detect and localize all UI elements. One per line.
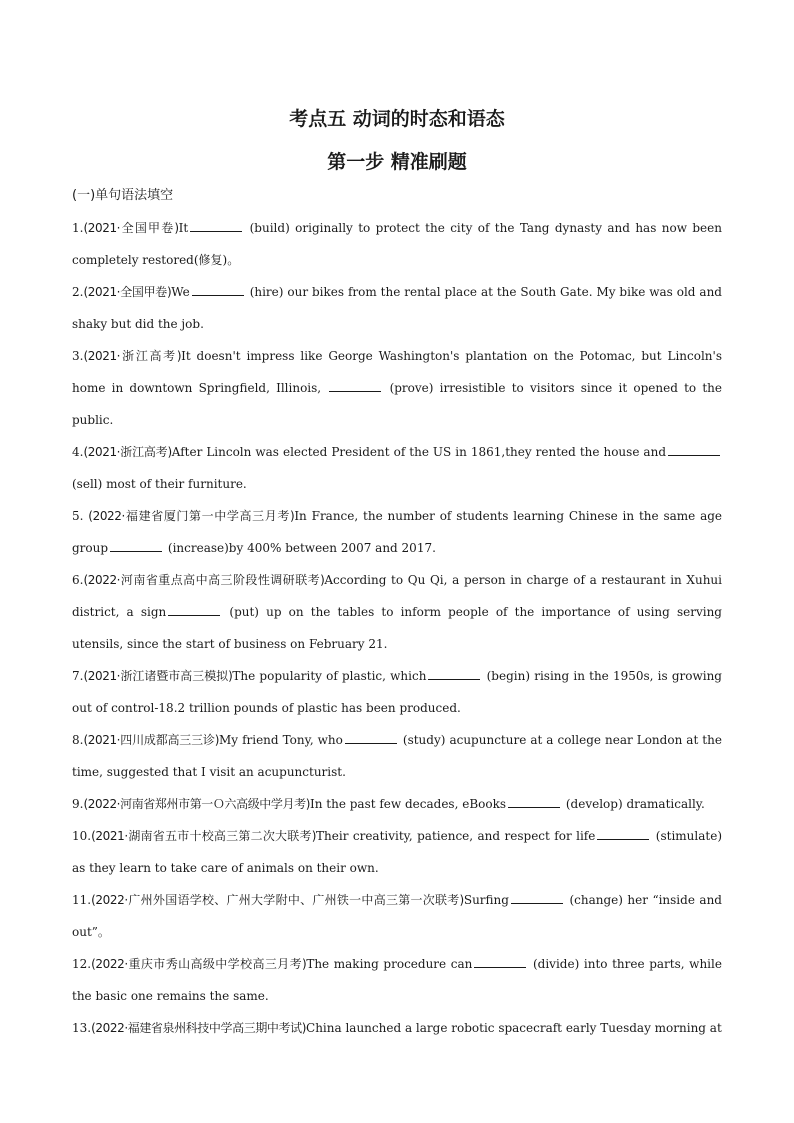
question-number: 10. — [72, 829, 92, 843]
question-source: (2021·四川成都高三三诊) — [83, 733, 219, 747]
question-text-after: most of their furniture. — [106, 477, 247, 491]
question-item-6 — [72, 564, 722, 660]
question-text-after: her “inside and out”。 — [72, 893, 722, 939]
question-hint: (hire) — [249, 285, 284, 299]
question-hint: (change) — [569, 893, 623, 907]
question-source: (2022·福建省泉州科技中学高三期中考试) — [91, 1021, 307, 1035]
question-item-12 — [72, 948, 722, 1012]
question-source: (2021·浙江诸暨市高三模拟) — [83, 669, 233, 683]
question-number: 9. — [72, 797, 84, 811]
question-number: 3. — [72, 349, 84, 363]
question-text-before: In the past few decades, eBooks — [309, 797, 507, 811]
question-source: (2022·广州外国语学校、广州大学附中、广州铁一中高三第一次联考) — [91, 893, 464, 907]
question-text-before: The making procedure can — [306, 957, 473, 971]
question-text-before: In France, the number of students learning Chinese in the same age group — [72, 509, 723, 555]
answer-blank[interactable] — [329, 379, 381, 392]
question-text-after: irresistible to visitors since it opened to the public. — [72, 381, 722, 427]
question-text-after: as they learn to take care of animals on their own. — [72, 861, 379, 875]
question-number: 11. — [72, 893, 92, 907]
question-source: (2021·浙江高考) — [83, 349, 182, 363]
question-text-after: by 400% between 2007 and 2017. — [228, 541, 436, 555]
question-number: 6. — [72, 573, 84, 587]
question-text-before: Their creativity, patience, and respect for life — [316, 829, 596, 843]
question-hint: (stimulate) — [655, 829, 723, 843]
question-number: 5. — [72, 509, 89, 523]
question-source: (2021·全国甲卷) — [83, 285, 172, 299]
question-hint: (prove) — [389, 381, 434, 395]
question-hint: (sell) — [72, 477, 103, 491]
question-hint: (increase) — [167, 541, 229, 555]
question-text-before: It doesn't impress like George Washington's plantation on the Potomac, but Lincoln's home in downtown Springfield, Illinois, — [72, 349, 722, 395]
question-number: 7. — [72, 669, 84, 683]
question-item-3 — [72, 340, 722, 436]
question-number: 13. — [72, 1021, 92, 1035]
question-text-after: acupuncture at a college near London at the time, suggested that I visit an acupuncturist. — [72, 733, 722, 779]
question-item-9 — [72, 788, 722, 820]
question-text-after: dramatically. — [626, 797, 705, 811]
answer-blank[interactable] — [474, 955, 526, 968]
question-hint: (put) — [229, 605, 259, 619]
question-text-before: Surfing — [463, 893, 509, 907]
question-item-4 — [72, 436, 722, 500]
question-number: 8. — [72, 733, 84, 747]
answer-blank[interactable] — [192, 283, 244, 296]
question-item-11 — [72, 884, 722, 948]
question-text-after: our bikes from the rental place at the South Gate. My bike was old and shaky but did the job. — [72, 285, 722, 331]
answer-blank[interactable] — [511, 891, 563, 904]
question-text-before: After Lincoln was elected President of the US in 1861,they rented the house and — [171, 445, 666, 459]
question-item-8 — [72, 724, 722, 788]
question-item-10 — [72, 820, 722, 884]
answer-blank[interactable] — [668, 443, 720, 456]
question-source: (2022·重庆市秀山高级中学校高三月考) — [91, 957, 307, 971]
answer-blank[interactable] — [168, 603, 220, 616]
question-text-before: We — [171, 285, 190, 299]
answer-blank[interactable] — [508, 795, 560, 808]
question-hint: (begin) — [486, 669, 531, 683]
question-source: (2021·浙江高考) — [83, 445, 172, 459]
page-subtitle: 第一步 精准刷题 — [327, 151, 467, 173]
question-item-2 — [72, 276, 722, 340]
question-source: (2022·河南省重点高中高三阶段性调研联考) — [83, 573, 325, 587]
section-label: (一)单句语法填空 — [72, 188, 174, 203]
question-list — [72, 212, 722, 1044]
question-item-1 — [72, 212, 722, 276]
answer-blank[interactable] — [190, 219, 242, 232]
question-text-after: up on the tables to inform people of the importance of using serving utensils, since the start of business on February 21. — [72, 605, 722, 651]
question-number: 12. — [72, 957, 92, 971]
question-hint: (build) — [249, 221, 290, 235]
question-text-after: into three parts, while the basic one remains the same. — [72, 957, 722, 1003]
question-source: (2022·福建省厦门第一中学高三月考) — [88, 509, 295, 523]
question-text-after: originally to protect the city of the Tang dynasty and has now been completely restored(修复)。 — [72, 221, 722, 267]
answer-blank[interactable] — [597, 827, 649, 840]
question-item-5 — [72, 500, 722, 564]
question-text-before: My friend Tony, who — [218, 733, 343, 747]
question-number: 4. — [72, 445, 84, 459]
question-source: (2021·湖南省五市十校高三第二次大联考) — [91, 829, 317, 843]
question-text-before: It — [178, 221, 189, 235]
answer-blank[interactable] — [110, 539, 162, 552]
answer-blank[interactable] — [428, 667, 480, 680]
answer-blank[interactable] — [345, 731, 397, 744]
question-text-before: According to Qu Qi, a person in charge of a restaurant in Xuhui district, a sign — [72, 573, 722, 619]
question-text-after: rising in the 1950s, is growing out of control-18.2 trillion pounds of plastic has been produced. — [72, 669, 722, 715]
question-item-13 — [72, 1012, 722, 1044]
question-number: 1. — [72, 221, 84, 235]
question-hint: (divide) — [532, 957, 580, 971]
question-text-before: The popularity of plastic, which — [232, 669, 427, 683]
question-text-before: China launched a large robotic spacecraft early Tuesday morning at — [306, 1021, 722, 1035]
question-hint: (develop) — [565, 797, 623, 811]
question-hint: (study) — [402, 733, 446, 747]
question-source: (2022·河南省郑州市第一Ｏ六高级中学月考) — [83, 797, 310, 811]
question-number: 2. — [72, 285, 84, 299]
page-title: 考点五 动词的时态和语态 — [289, 108, 505, 130]
question-item-7 — [72, 660, 722, 724]
question-source: (2021·全国甲卷) — [83, 221, 179, 235]
